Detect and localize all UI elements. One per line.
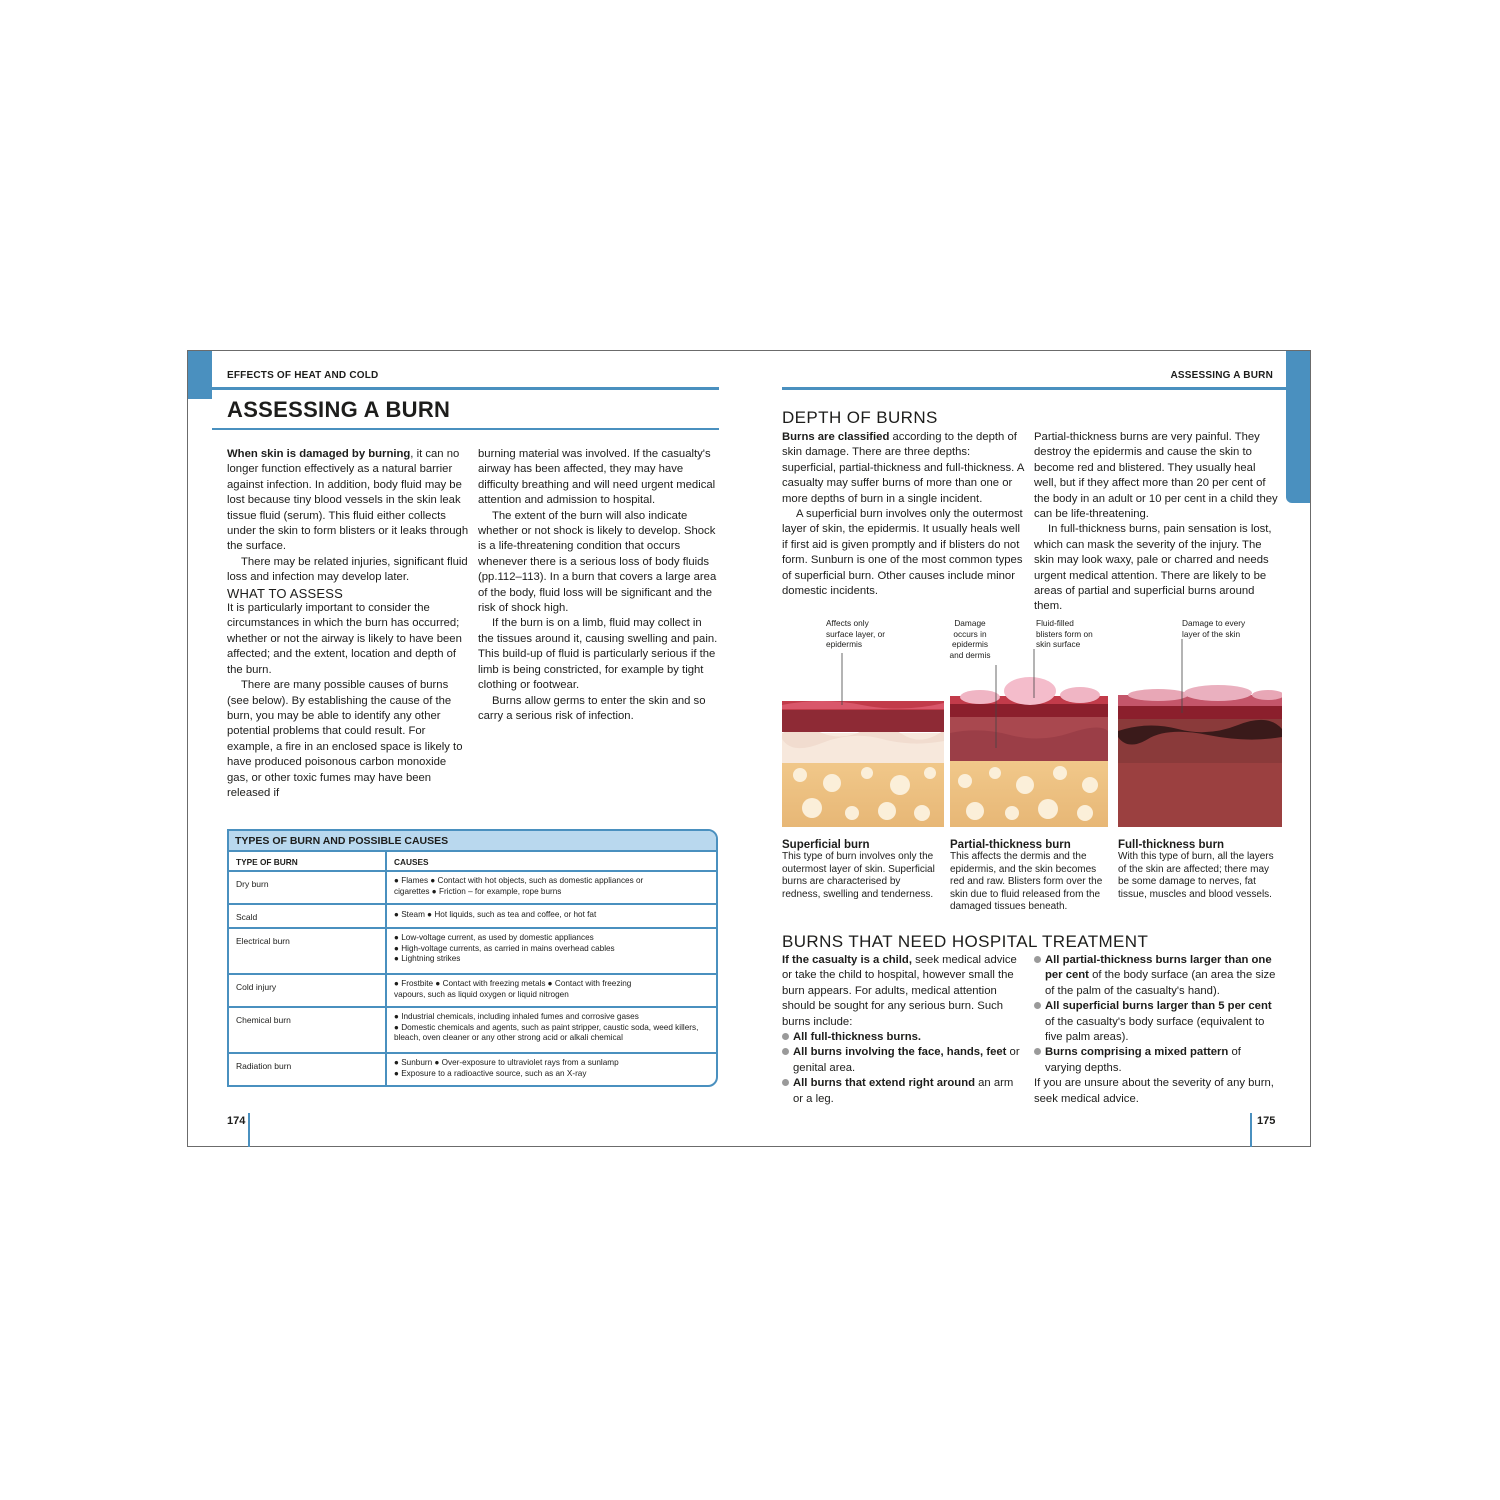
list-item — [1034, 1045, 1279, 1076]
cause-line: bleach, oven cleaner or any other strong acid or alkali chemical — [394, 1033, 623, 1043]
left-column-2 — [478, 447, 720, 724]
paragraph: Partial-thickness burns are very painful. They destroy the epidermis and cause the skin to become red and blistered. They usually heal well, but if they affect more than 20 per cent of the body in an adult or 10 per cent in a child they can be life-threatening. — [1034, 431, 1278, 521]
caption-text: This affects the dermis and the epidermis, and the skin becomes red and raw. Blisters form over the skin due to fluid released from the damaged tissues beneath. — [950, 851, 1103, 913]
burn-causes — [387, 1008, 716, 1052]
full-thickness-burn-diagram — [1118, 685, 1282, 827]
bullet-icon — [1034, 1000, 1045, 1012]
burn-type: Chemical burn — [229, 1008, 387, 1052]
table-row — [229, 872, 716, 905]
cause-line: ● Lightning strikes — [394, 954, 461, 964]
cause-line: vapours, such as liquid oxygen or liquid nitrogen — [394, 989, 569, 999]
table-header-row — [229, 852, 716, 872]
hospital-column-1 — [782, 953, 1026, 1107]
left-running-head: EFFECTS OF HEAT AND COLD — [227, 370, 379, 381]
hospital-treatment-heading: BURNS THAT NEED HOSPITAL TREATMENT — [782, 932, 1149, 951]
right-section-tab — [1286, 351, 1310, 503]
burn-causes — [387, 975, 716, 1006]
item-text: of varying depths. — [1045, 1046, 1241, 1074]
paragraph: The extent of the burn will also indicate whether or not shock is likely to develop. Shock is a life-threatening condition that occurs whenever there is a serious loss of body fluids (pp.112–113). In a burn that covers a large area of the body, fluid loss will be significant and the risk of shock high. — [478, 509, 717, 615]
burn-causes — [387, 1054, 716, 1087]
bullet-icon — [782, 1031, 793, 1043]
cause-line: cigarettes ● Friction – for example, rope burns — [394, 886, 562, 896]
intro-bold: When skin is damaged by burning — [227, 448, 411, 460]
bullet-icon — [782, 1077, 793, 1089]
list-item — [782, 1030, 1026, 1045]
paragraph: seek medical advice or take the child to hospital, however small the burn appears. For adults, medical attention should be sought for any serious burn. Such burns include: — [782, 954, 1017, 1028]
superficial-burn-diagram — [782, 701, 944, 827]
bullet-icon — [1034, 954, 1045, 966]
burn-type: Scald — [229, 905, 387, 927]
item-bold: All superficial burns larger than 5 per cent — [1045, 1000, 1272, 1013]
paragraph: There may be related injuries, significant fluid loss and infection may develop later. — [227, 555, 468, 584]
table-row — [229, 929, 716, 975]
column-header-causes: CAUSES — [394, 857, 429, 867]
item-bold: All burns involving the face, hands, feet — [793, 1046, 1007, 1059]
right-column-2 — [1034, 430, 1279, 615]
caption-text: This type of burn involves only the outermost layer of skin. Superficial burns are characterised by redness, swelling and tenderness. — [782, 851, 935, 900]
callout-epidermis-dermis: Damage occurs in epidermis and dermis — [949, 618, 991, 660]
item-text: of the casualty's body surface (equivalent to five palm areas). — [1045, 1015, 1265, 1044]
table-row — [229, 905, 716, 929]
page-title: ASSESSING A BURN — [227, 397, 451, 422]
page-number-left: 174 — [227, 1115, 246, 1127]
paragraph: It is particularly important to consider the circumstances in which the burn has occurred; whether or not the airway is likely to have been affected; and the extent, location and depth of the burn. — [227, 602, 462, 676]
burn-type: Cold injury — [229, 975, 387, 1006]
burn-causes-table — [227, 829, 718, 1087]
closing-paragraph: If you are unsure about the severity of any burn, seek medical advice. — [1034, 1077, 1274, 1105]
cause-line: ● Frostbite ● Contact with freezing metals ● Contact with freezing — [394, 979, 632, 988]
caption-full — [1118, 839, 1280, 901]
item-bold: All partial-thickness burns larger than one per cent — [1045, 954, 1272, 982]
caption-text: With this type of burn, all the layers of the skin are affected; there may be some damage to nerves, fat tissue, muscles and blood vessels. — [1118, 851, 1274, 900]
right-column-1 — [782, 430, 1027, 599]
right-running-head: ASSESSING A BURN — [1170, 370, 1273, 381]
page-number-right: 175 — [1257, 1115, 1276, 1127]
callout-blisters: Fluid-filled blisters form on skin surface — [1036, 618, 1093, 650]
table-row — [229, 1054, 716, 1087]
item-text: an arm or a leg. — [793, 1077, 1014, 1105]
item-text: or genital area. — [793, 1046, 1020, 1074]
callout-epidermis: Affects only surface layer, or epidermis — [826, 618, 886, 650]
cause-line: ● Flames ● Contact with hot objects, such as domestic appliances or — [394, 876, 644, 885]
caption-title: Partial-thickness burn — [950, 839, 1071, 851]
burn-causes — [387, 872, 716, 903]
intro-text: according to the depth of skin damage. There are three depths: superficial, partial-thickness and full-thickness. A casualty may suffer burns of more than one or more depths of burn in a single incident. — [782, 431, 1024, 505]
book-spread — [187, 350, 1311, 1147]
subheading-what-to-assess: WHAT TO ASSESS — [227, 585, 343, 601]
page-number-rule — [1250, 1113, 1252, 1147]
cause-line: ● Sunburn ● Over-exposure to ultraviolet rays from a sunlamp — [394, 1058, 619, 1067]
title-rule — [212, 428, 719, 430]
child-bold: If the casualty is a child, — [782, 954, 912, 966]
paragraph: Burns allow germs to enter the skin and so carry a serious risk of infection. — [478, 694, 706, 722]
partial-thickness-burn-diagram — [950, 677, 1108, 827]
callout-every-layer: Damage to every layer of the skin — [1182, 618, 1246, 639]
table-title: TYPES OF BURN AND POSSIBLE CAUSES — [229, 831, 716, 852]
list-item — [782, 1076, 1026, 1107]
caption-partial — [950, 839, 1108, 914]
paragraph: burning material was involved. If the casualty's airway has been affected, they may have difficulty breathing and will need urgent medical attention and admission to hospital. — [478, 448, 716, 507]
caption-title: Full-thickness burn — [1118, 839, 1225, 851]
table-row — [229, 1008, 716, 1054]
table-row — [229, 975, 716, 1008]
depth-of-burns-heading: DEPTH OF BURNS — [782, 408, 938, 427]
cause-line: ● Steam ● Hot liquids, such as tea and coffee, or hot fat — [394, 910, 597, 919]
burn-causes — [387, 929, 716, 973]
bullet-icon — [1034, 1046, 1045, 1058]
item-bold: All full-thickness burns. — [793, 1031, 922, 1044]
list-item — [1034, 999, 1279, 1045]
list-item — [1034, 953, 1279, 999]
left-column-1 — [227, 447, 470, 801]
cause-line: ● Domestic chemicals and agents, such as paint stripper, caustic soda, weed killers, — [394, 1022, 699, 1032]
burn-causes — [387, 905, 716, 927]
caption-superficial — [782, 839, 940, 901]
hospital-column-2 — [1034, 953, 1279, 1107]
item-bold: Burns comprising a mixed pattern — [1045, 1046, 1229, 1059]
list-item — [782, 1045, 1026, 1076]
cause-line: ● High-voltage currents, as carried in mains overhead cables — [394, 943, 615, 953]
paragraph: There are many possible causes of burns (see below). By establishing the cause of the burn, you may be able to identify any other potential problems that could result. For example, a fire in an enclosed space is likely to have produced poisonous carbon monoxide gas, or other toxic fumes may have been released if — [227, 679, 463, 799]
cause-line: ● Low-voltage current, as used by domestic appliances — [394, 933, 594, 942]
column-header-type: TYPE OF BURN — [229, 852, 387, 870]
paragraph: In full-thickness burns, pain sensation is lost, which can mask the severity of the injury. The skin may look waxy, pale or charred and needs urgent medical attention. There are likely to be areas of partial and superficial burns around them. — [1034, 523, 1272, 613]
item-bold: All burns that extend right around — [793, 1077, 976, 1090]
bullet-icon — [782, 1046, 793, 1058]
intro-text: , it can no longer function effectively as a natural barrier against infection. In addition, body fluid may be lost because tiny blood vessels in the skin leak tissue fluid (serum). This fluid either collects under the skin to form blisters or it leaks through the surface. — [227, 448, 469, 553]
cause-line: ● Industrial chemicals, including inhaled fumes and corrosive gases — [394, 1012, 639, 1021]
cause-line: ● Exposure to a radioactive source, such as an X-ray — [394, 1068, 587, 1078]
burn-type: Radiation burn — [229, 1054, 387, 1087]
intro-bold: Burns are classified — [782, 431, 890, 443]
page-number-rule — [248, 1113, 250, 1147]
item-text: of the body surface (an area the size of the palm of the casualty's hand). — [1045, 969, 1276, 997]
right-header-rule — [782, 387, 1288, 390]
burn-type: Electrical burn — [229, 929, 387, 973]
left-header-rule — [212, 387, 719, 390]
burn-type: Dry burn — [229, 872, 387, 903]
paragraph: If the burn is on a limb, fluid may collect in the tissues around it, causing swelling and pain. This build-up of fluid is particularly serious if the limb is being constricted, for example by tight clothing or footwear. — [478, 617, 718, 692]
paragraph: A superficial burn involves only the outermost layer of skin, the epidermis. It usually heals well if first aid is given promptly and if blisters do not form. Sunburn is one of the most common types of superficial burn. Other causes include minor domestic incidents. — [782, 508, 1023, 598]
left-section-tab — [188, 351, 212, 399]
caption-title: Superficial burn — [782, 839, 870, 851]
